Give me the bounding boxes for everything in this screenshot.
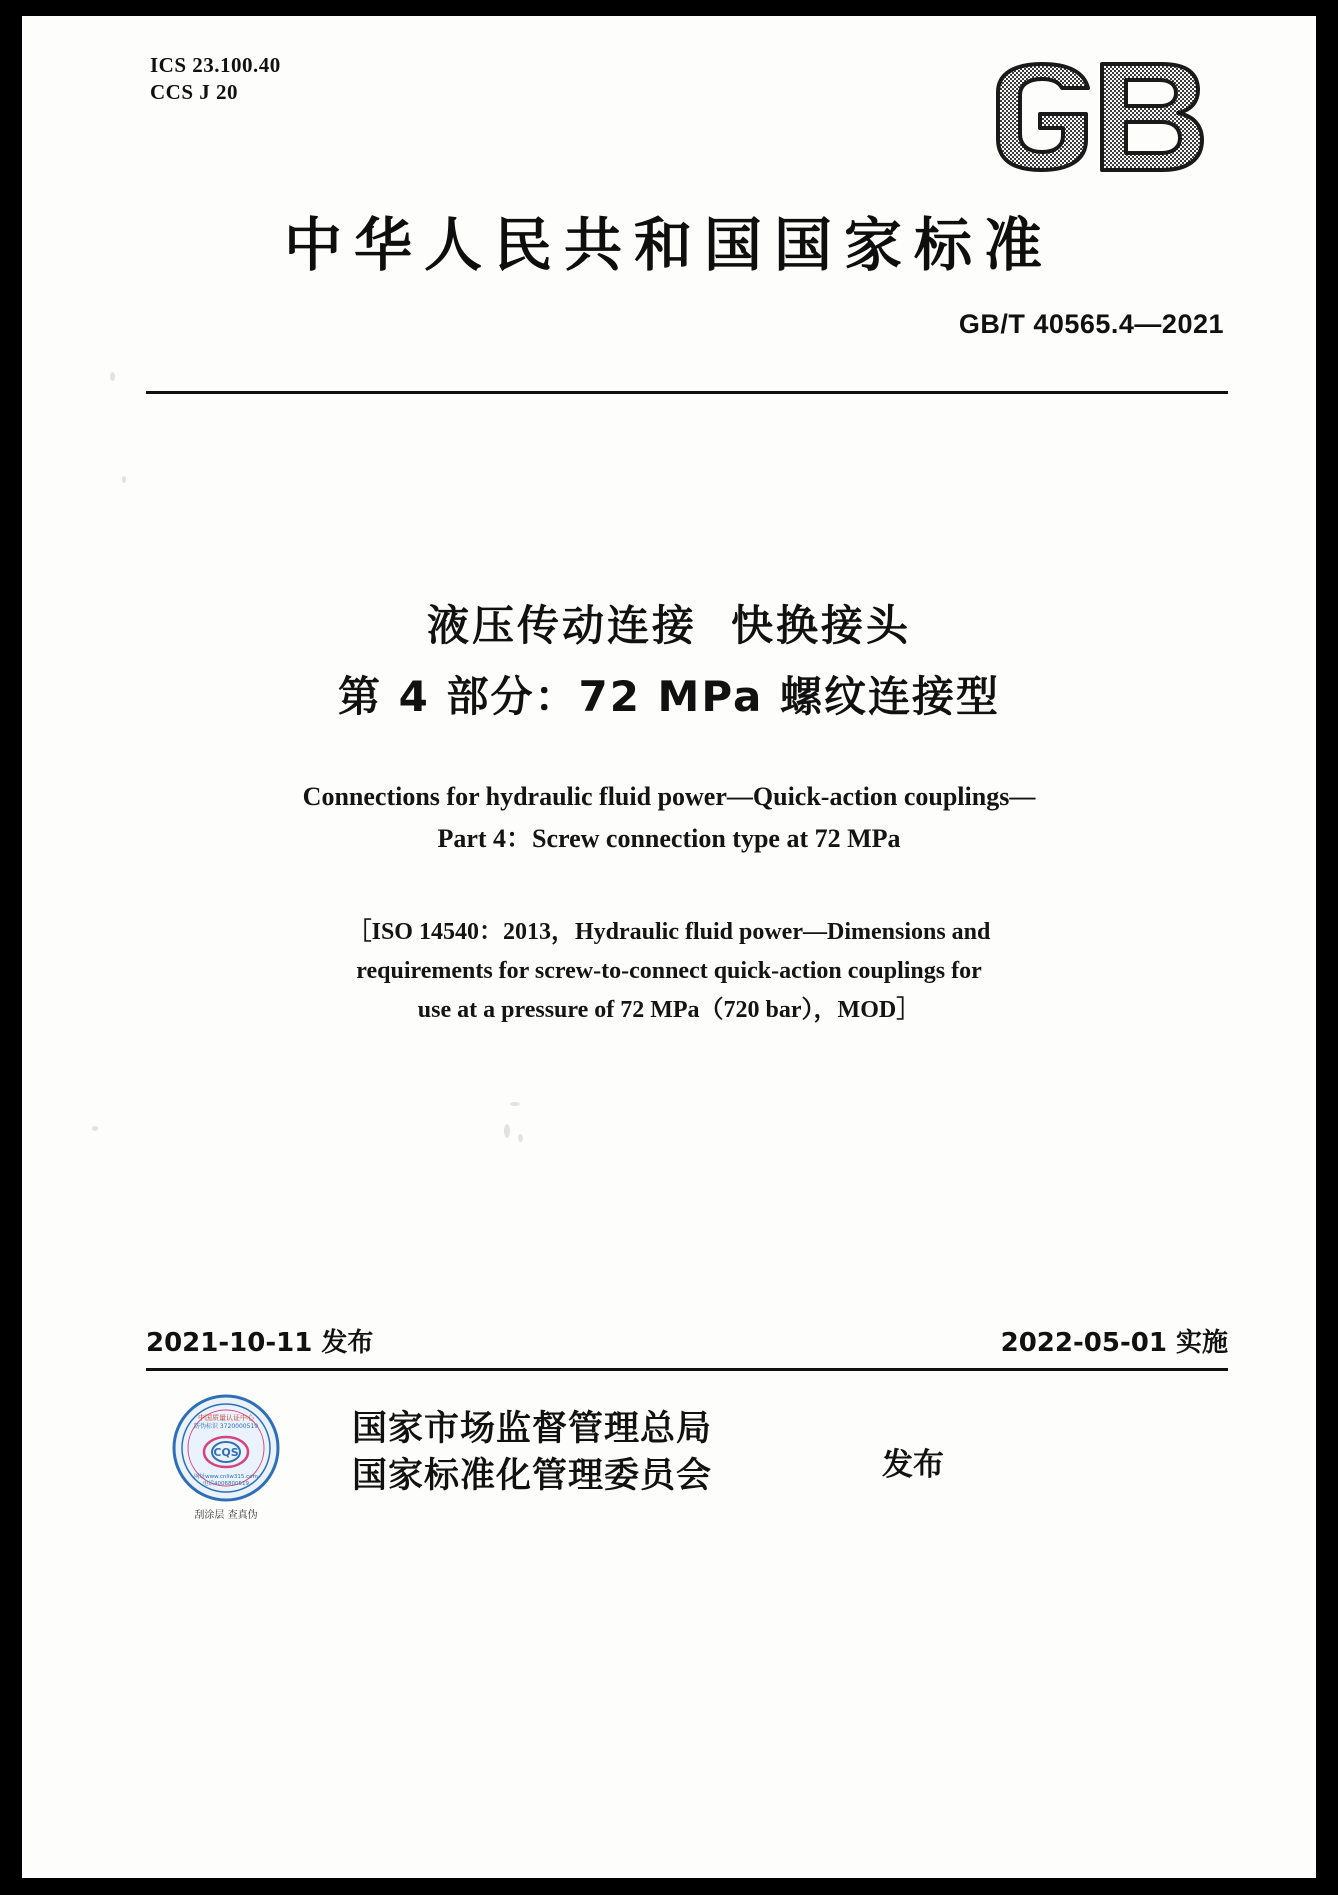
title-en-line-1: Connections for hydraulic fluid power—Quick-action couplings— [302, 782, 1036, 811]
title-cn-part-b: 快换接头 [731, 601, 912, 650]
divider-top [146, 391, 1228, 394]
ics-code: ICS 23.100.40 [150, 53, 281, 77]
title-cn-part-2: 第 4 部分：72 MPa 螺纹连接型 [338, 671, 1000, 721]
iso-note-line-2: requirements for screw-to-connect quick-action couplings for [356, 957, 982, 984]
svg-text:电话4006800519: 电话4006800519 [203, 1481, 249, 1487]
standard-cover-page [22, 16, 1316, 1878]
scan-speck [110, 372, 115, 381]
page-content [22, 16, 1316, 1878]
scan-speck [92, 1126, 98, 1131]
svg-text:网址www.cnliw315.com: 网址www.cnliw315.com [194, 1474, 258, 1480]
divider-bottom [146, 1368, 1228, 1371]
scan-speck [504, 1124, 510, 1138]
national-standard-title: 中华人民共和国国家标准 [283, 211, 1054, 279]
ccs-code: CCS J 20 [150, 79, 239, 104]
date-row [146, 1322, 1228, 1362]
classification-codes [150, 52, 281, 106]
publisher-line-2: 国家标准化管理委员会 [352, 1455, 713, 1496]
iso-note-line-1: ［ISO 14540：2013，Hydraulic fluid power—Dimensions and [347, 919, 991, 945]
document-title-en [172, 776, 1166, 860]
scan-speck [518, 1134, 523, 1142]
svg-text:CQS: CQS [213, 1446, 239, 1459]
svg-text:中国质量认证中心: 中国质量认证中心 [198, 1414, 254, 1422]
publisher-block [352, 1406, 712, 1499]
publish-verb: 发布 [882, 1447, 944, 1483]
standard-number: GB/T 40565.4—2021 [958, 309, 1224, 339]
scan-speck [510, 1102, 520, 1106]
svg-text:防伪标识 3720000519: 防伪标识 3720000519 [193, 1423, 259, 1430]
gb-logo [990, 58, 1230, 178]
document-title-cn [22, 596, 1316, 728]
title-cn-part-a: 液压传动连接 [426, 601, 697, 650]
iso-correspondence-note [212, 913, 1126, 1030]
title-en-line-2: Part 4：Screw connection type at 72 MPa [437, 824, 901, 854]
implementation-date: 2022-05-01 实施 [1000, 1328, 1228, 1358]
iso-note-line-3: use at a pressure of 72 MPa（720 bar），MOD］ [417, 996, 921, 1023]
anti-counterfeit-seal-icon [172, 1394, 280, 1502]
scan-speck [122, 476, 126, 483]
issue-date: 2021-10-11 发布 [146, 1328, 374, 1358]
seal-caption: 刮涂层 查真伪 [194, 1510, 258, 1521]
publisher-line-1: 国家市场监督管理总局 [352, 1409, 713, 1449]
